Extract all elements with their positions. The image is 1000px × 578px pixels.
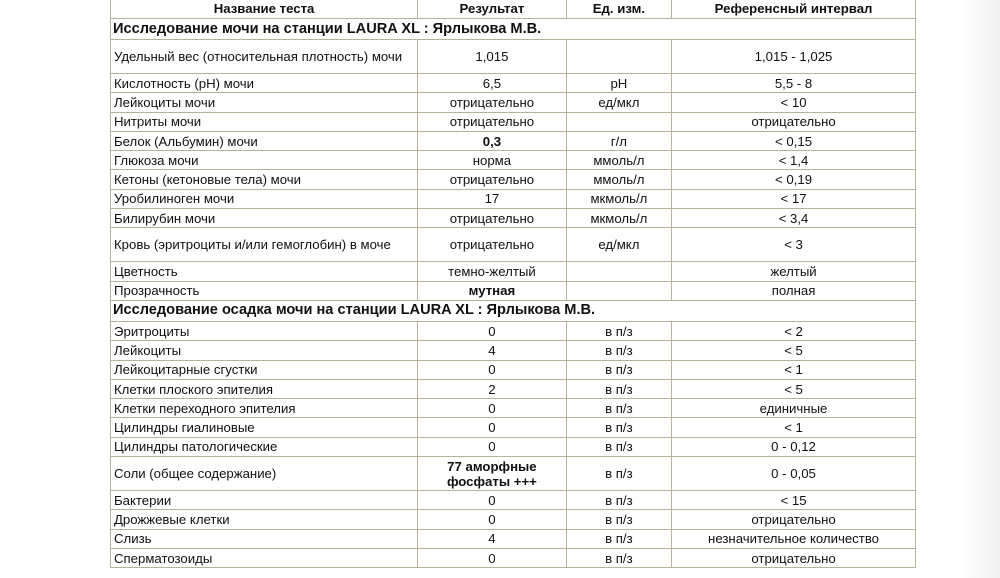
table-row (111, 40, 916, 74)
test-reference: 1,015 - 1,025 (672, 40, 916, 74)
test-name: Цилиндры гиалиновые (111, 418, 418, 437)
test-unit: в п/з (566, 341, 671, 360)
table-row (111, 228, 916, 262)
table-row (111, 510, 916, 529)
test-unit: в п/з (566, 437, 671, 456)
table-row (111, 491, 916, 510)
test-reference: < 5 (672, 341, 916, 360)
test-name: Эритроциты (111, 321, 418, 340)
test-unit: ммоль/л (566, 170, 671, 189)
section-title-row (111, 19, 916, 40)
page-edge-shadow (960, 0, 1000, 578)
test-unit: pH (566, 74, 671, 93)
test-result: 4 (418, 529, 567, 548)
test-reference: < 2 (672, 321, 916, 340)
table-row (111, 209, 916, 228)
test-result: 1,015 (418, 40, 567, 74)
table-row (111, 189, 916, 208)
test-reference: < 15 (672, 491, 916, 510)
table-header-row (111, 0, 916, 19)
test-name: Слизь (111, 529, 418, 548)
section1-title: Исследование мочи на станции LAURA XL : Ярлыкова М.В. (111, 19, 916, 40)
table-row (111, 379, 916, 398)
test-unit: в п/з (566, 321, 671, 340)
table-row (111, 529, 916, 548)
test-name: Уробилиноген мочи (111, 189, 418, 208)
test-reference: < 0,19 (672, 170, 916, 189)
test-result: 6,5 (418, 74, 567, 93)
test-name: Белок (Альбумин) мочи (111, 131, 418, 150)
test-name: Клетки плоского эпителия (111, 379, 418, 398)
table-row (111, 93, 916, 112)
test-reference: незначительное количество (672, 529, 916, 548)
test-unit: в п/з (566, 360, 671, 379)
test-name: Лейкоциты мочи (111, 93, 418, 112)
test-result: отрицательно (418, 209, 567, 228)
test-name: Цилиндры патологические (111, 437, 418, 456)
test-result: 0 (418, 360, 567, 379)
test-unit: мкмоль/л (566, 209, 671, 228)
test-name: Билирубин мочи (111, 209, 418, 228)
test-name: Клетки переходного эпителия (111, 399, 418, 418)
test-result: отрицательно (418, 112, 567, 131)
test-unit: в п/з (566, 529, 671, 548)
table-row (111, 341, 916, 360)
table-row (111, 321, 916, 340)
test-name: Кровь (эритроциты и/или гемоглобин) в моче (111, 228, 418, 262)
test-reference: < 3,4 (672, 209, 916, 228)
test-unit: ед/мкл (566, 93, 671, 112)
test-name: Кислотность (pH) мочи (111, 74, 418, 93)
test-name: Лейкоциты (111, 341, 418, 360)
test-result: норма (418, 151, 567, 170)
test-reference: желтый (672, 262, 916, 281)
table-row (111, 281, 916, 300)
test-reference: отрицательно (672, 510, 916, 529)
test-result: темно-желтый (418, 262, 567, 281)
test-result: 0 (418, 321, 567, 340)
test-unit: ед/мкл (566, 228, 671, 262)
test-unit: в п/з (566, 491, 671, 510)
table-row (111, 437, 916, 456)
test-unit (566, 40, 671, 74)
table-row (111, 170, 916, 189)
test-reference: < 0,15 (672, 131, 916, 150)
table-row (111, 457, 916, 491)
table-row (111, 112, 916, 131)
header-unit: Ед. изм. (566, 0, 671, 19)
test-reference: < 1 (672, 418, 916, 437)
test-reference: отрицательно (672, 548, 916, 567)
test-name: Цветность (111, 262, 418, 281)
test-result: 0 (418, 548, 567, 567)
test-result-abnormal: мутная (418, 281, 567, 300)
section2-title: Исследование осадка мочи на станции LAURA XL : Ярлыкова М.В. (111, 300, 916, 321)
test-unit: в п/з (566, 548, 671, 567)
table-row (111, 548, 916, 567)
test-name: Удельный вес (относительная плотность) мочи (111, 40, 418, 74)
table-row (111, 262, 916, 281)
test-result: отрицательно (418, 170, 567, 189)
test-unit (566, 112, 671, 131)
header-result: Результат (418, 0, 567, 19)
test-unit: в п/з (566, 399, 671, 418)
table-row (111, 131, 916, 150)
test-reference: < 5 (672, 379, 916, 398)
test-result: отрицательно (418, 93, 567, 112)
test-result: 0 (418, 437, 567, 456)
test-name: Соли (общее содержание) (111, 457, 418, 491)
test-reference: 0 - 0,05 (672, 457, 916, 491)
test-reference: < 10 (672, 93, 916, 112)
test-reference: < 1,4 (672, 151, 916, 170)
test-name: Дрожжевые клетки (111, 510, 418, 529)
test-name: Сперматозоиды (111, 548, 418, 567)
test-result-abnormal: 0,3 (418, 131, 567, 150)
test-reference: 5,5 - 8 (672, 74, 916, 93)
test-unit: в п/з (566, 418, 671, 437)
test-result-abnormal: 77 аморфные фосфаты +++ (418, 457, 567, 491)
header-test-name: Название теста (111, 0, 418, 19)
test-name: Лейкоцитарные сгустки (111, 360, 418, 379)
test-reference: < 17 (672, 189, 916, 208)
test-name: Нитриты мочи (111, 112, 418, 131)
test-result: 0 (418, 418, 567, 437)
test-unit: ммоль/л (566, 151, 671, 170)
test-result: 4 (418, 341, 567, 360)
test-name: Прозрачность (111, 281, 418, 300)
test-result: 0 (418, 399, 567, 418)
test-result: 17 (418, 189, 567, 208)
header-reference: Референсный интервал (672, 0, 916, 19)
test-unit: в п/з (566, 510, 671, 529)
test-unit: г/л (566, 131, 671, 150)
test-reference: единичные (672, 399, 916, 418)
test-unit: мкмоль/л (566, 189, 671, 208)
table-row (111, 418, 916, 437)
test-name: Глюкоза мочи (111, 151, 418, 170)
test-unit (566, 281, 671, 300)
test-result: 2 (418, 379, 567, 398)
test-unit (566, 262, 671, 281)
table-row (111, 360, 916, 379)
test-result: 0 (418, 510, 567, 529)
test-unit: в п/з (566, 457, 671, 491)
test-reference: полная (672, 281, 916, 300)
table-row (111, 399, 916, 418)
test-reference: < 1 (672, 360, 916, 379)
test-unit: в п/з (566, 379, 671, 398)
test-result: 0 (418, 491, 567, 510)
test-name: Кетоны (кетоновые тела) мочи (111, 170, 418, 189)
test-reference: отрицательно (672, 112, 916, 131)
table-row (111, 74, 916, 93)
test-reference: 0 - 0,12 (672, 437, 916, 456)
test-name: Бактерии (111, 491, 418, 510)
table-row (111, 151, 916, 170)
results-table (110, 0, 916, 568)
test-result: отрицательно (418, 228, 567, 262)
test-reference: < 3 (672, 228, 916, 262)
section-title-row (111, 300, 916, 321)
